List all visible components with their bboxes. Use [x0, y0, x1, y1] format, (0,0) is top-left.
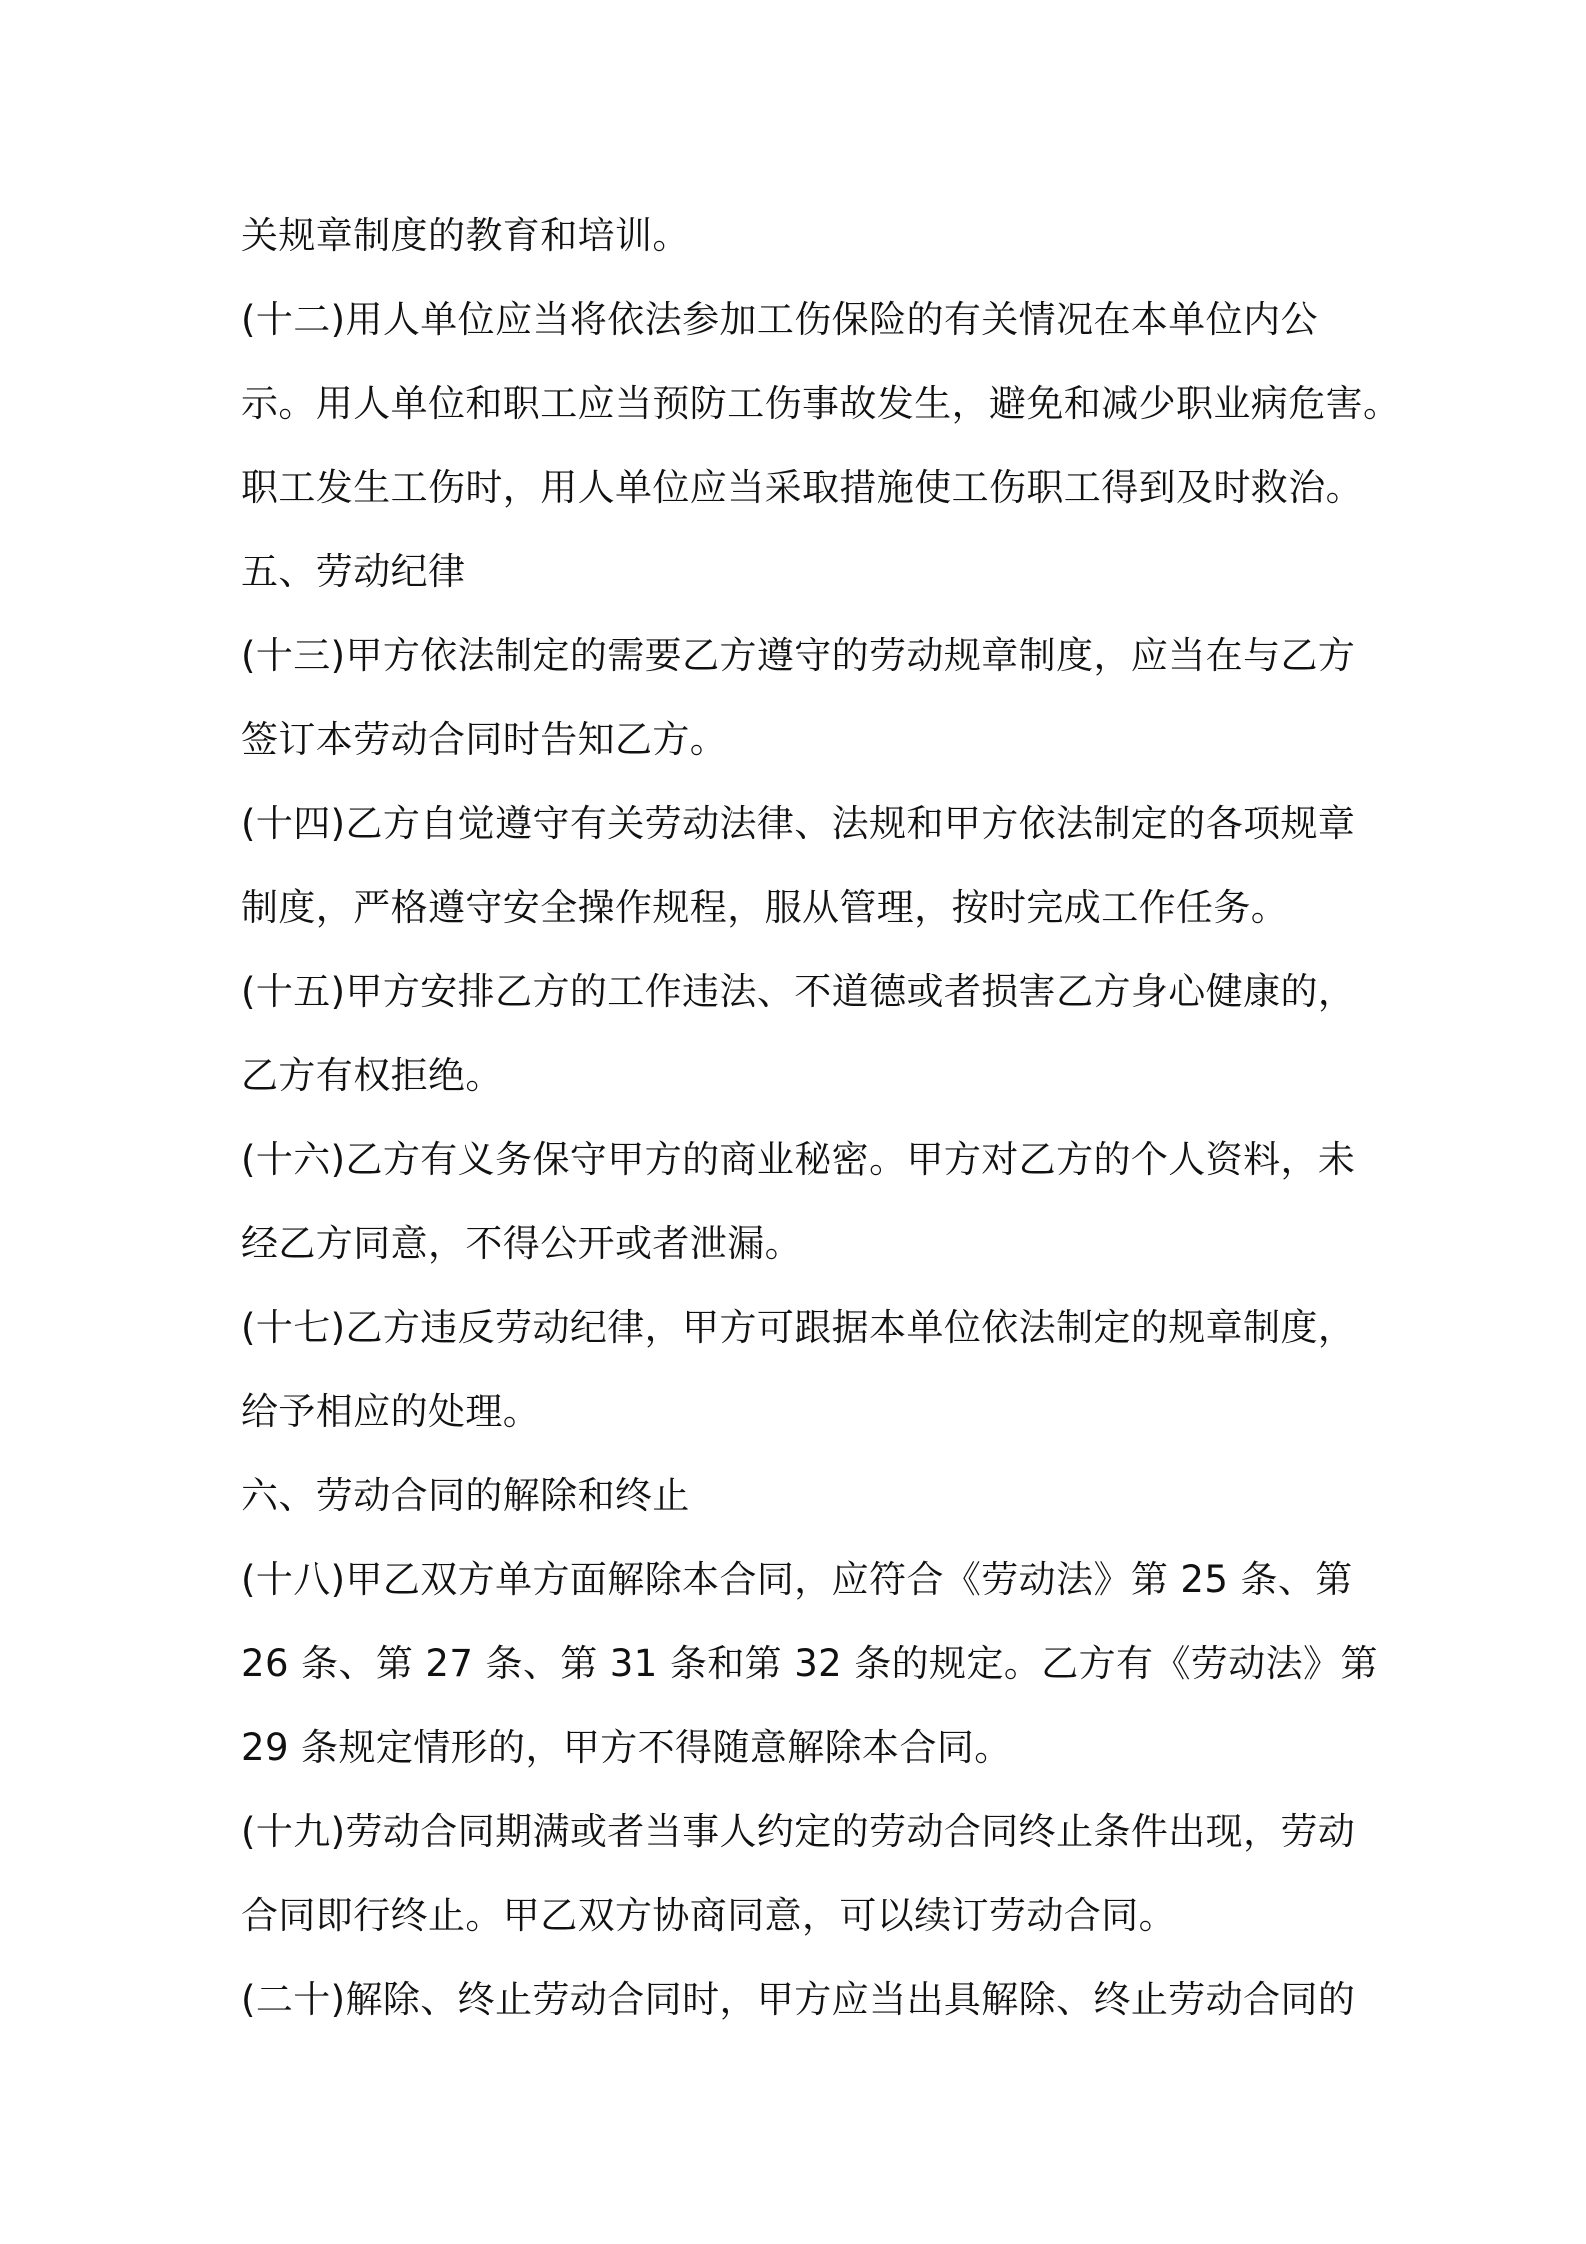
- section-heading-contract-termination: 六、劳动合同的解除和终止: [241, 1474, 690, 1517]
- clause-18-line-2: 26 条、第 27 条、第 31 条和第 32 条的规定。乙方有《劳动法》第: [241, 1642, 1378, 1685]
- clause-17-line-2: 给予相应的处理。: [241, 1390, 541, 1433]
- clause-15-line-2: 乙方有权拒绝。: [241, 1054, 503, 1097]
- clause-18-line-1: (十八)甲乙双方单方面解除本合同，应符合《劳动法》第 25 条、第: [241, 1558, 1353, 1601]
- clause-15-line-1: (十五)甲方安排乙方的工作违法、不道德或者损害乙方身心健康的，: [241, 970, 1356, 1013]
- clause-13-line-1: (十三)甲方依法制定的需要乙方遵守的劳动规章制度，应当在与乙方: [241, 634, 1356, 677]
- clause-14-line-1: (十四)乙方自觉遵守有关劳动法律、法规和甲方依法制定的各项规章: [241, 802, 1356, 845]
- clause-17-line-1: (十七)乙方违反劳动纪律，甲方可跟据本单位依法制定的规章制度，: [241, 1306, 1356, 1349]
- clause-20-line-1: (二十)解除、终止劳动合同时，甲方应当出具解除、终止劳动合同的: [241, 1978, 1356, 2021]
- clause-19-line-1: (十九)劳动合同期满或者当事人约定的劳动合同终止条件出现，劳动: [241, 1810, 1356, 1853]
- section-heading-labor-discipline: 五、劳动纪律: [241, 550, 466, 593]
- clause-12-line-2: 示。用人单位和职工应当预防工伤事故发生，避免和减少职业病危害。: [241, 382, 1401, 425]
- clause-12-line-3: 职工发生工伤时，用人单位应当采取措施使工伤职工得到及时救治。: [241, 466, 1363, 509]
- clause-12-line-1: (十二)用人单位应当将依法参加工伤保险的有关情况在本单位内公: [241, 298, 1318, 341]
- document-body: [241, 194, 1401, 2042]
- clause-18-line-3: 29 条规定情形的，甲方不得随意解除本合同。: [241, 1726, 1012, 1769]
- clause-16-line-2: 经乙方同意，不得公开或者泄漏。: [241, 1222, 802, 1265]
- clause-19-line-2: 合同即行终止。甲乙双方协商同意，可以续订劳动合同。: [241, 1894, 1176, 1937]
- text-line: 关规章制度的教育和培训。: [241, 214, 690, 257]
- clause-13-line-2: 签订本劳动合同时告知乙方。: [241, 718, 728, 761]
- clause-16-line-1: (十六)乙方有义务保守甲方的商业秘密。甲方对乙方的个人资料，未: [241, 1138, 1356, 1181]
- clause-14-line-2: 制度，严格遵守安全操作规程，服从管理，按时完成工作任务。: [241, 886, 1289, 929]
